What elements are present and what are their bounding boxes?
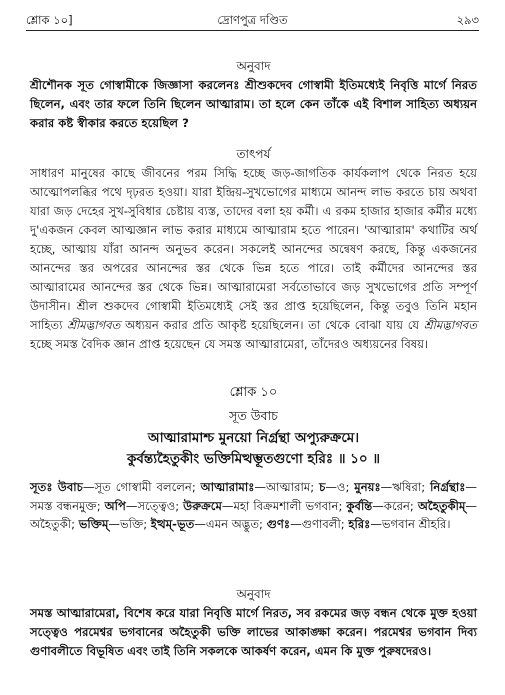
verse-line-2: কুর্বন্ত্যহৈতুকীং ভক্তিমিত্থম্ভূতগুণো হরিঃ ॥ ১০ ॥ xyxy=(126,451,381,467)
sanskrit-word: ভক্তিম্ xyxy=(78,517,109,531)
sanskrit-word: অহৈতুকীম্ xyxy=(417,498,466,513)
word-meanings xyxy=(30,478,477,534)
word-meaning: —সূত গোস্বামী বললেন; xyxy=(82,480,201,494)
sloka-heading: শ্লোক ১০ xyxy=(229,385,278,400)
speaker-line: সূত উবাচ xyxy=(229,408,278,423)
header-verse-ref: শ্লোক ১০] xyxy=(26,13,73,27)
purport-text-c: হচ্ছে সমস্ত বৈদিক জ্ঞান প্রাপ্ত হয়েছেন যে সমস্ত আত্মারামেরা, তাঁদেরও অধ্যয়নের বিষয়। xyxy=(30,337,429,351)
purport-text-a: সাধারণ মানুষের কাছে জীবনের পরম সিদ্ধি হচ্ছে জড়-জাগতিক কার্যকলাপ থেকে নিরত হয়ে আত্মোপলব্ধির পথে দৃঢ়রত হওয়া। যারা ইন্দ্রিয়-সুখভোগের মাধ্যমে আনন্দ লাভ করতে চায় অথবা যারা জড় দেহের সুখ-সুবিধার চেষ্টায় ব্যস্ত, তাদের বলা হয় কর্মী। এ রকম হাজার হাজার কর্মীর মধ্যে দু'একজন কেবল আত্মজ্ঞান লাভ করার মাধ্যমে আত্মারাম হতে পারেন। 'আত্মারাম' কথাটির অর্থ হচ্ছে, আত্মায় যাঁরা আনন্দ অনুভব করেন। সকলেই আনন্দের অন্বেষণ করছে, কিন্তু একজনের আনন্দের স্তর অপরের আনন্দের স্তর থেকে ভিন্ন হতে পারে। তাই কর্মীদের আনন্দের স্তর আত্মারামের আনন্দের স্তর থেকে ভিন্ন। আত্মারামেরা সর্বতোভাবে জড় সুখভোগের প্রতি সম্পূর্ণ উদাসীন। শ্রীল শুকদেব গোস্বামী ইতিমধ্যেই সেই স্তর প্রাপ্ত হয়েছিলেন, কিন্তু তবুও তিনি মহান সাহিত্য xyxy=(30,166,477,332)
sanskrit-word: হরিঃ xyxy=(348,517,371,531)
sanskrit-word: ইত্থম্-ভূত xyxy=(150,517,195,531)
purport-paragraph xyxy=(30,164,477,354)
translation-heading: অনুবাদ xyxy=(236,59,271,73)
purport-heading: তাৎপর্য xyxy=(236,147,271,161)
word-meaning: —ও; xyxy=(325,480,355,494)
sanskrit-word: আত্মারামাঃ xyxy=(200,480,255,494)
running-header xyxy=(26,12,479,28)
word-meaning: —সত্ত্বেও; xyxy=(125,498,184,513)
word-meaning: —ভগবান শ্রীহরি। xyxy=(370,517,451,531)
word-meaning: —ভক্তি; xyxy=(108,517,151,531)
sanskrit-word: সূতঃ উবাচ xyxy=(30,480,83,494)
sanskrit-word: নির্গ্রন্থাঃ xyxy=(430,480,466,494)
sanskrit-word: অপি xyxy=(104,498,126,513)
header-chapter-title: দ্রোণপুত্র দণ্ডিত xyxy=(217,13,288,27)
purport-text-b: অধ্যয়ন করার প্রতি আকৃষ্ট হয়েছিলেন। তা থেকে বোঝা যায় যে xyxy=(120,318,424,332)
header-rule xyxy=(26,30,479,31)
word-meaning: —আত্মারাম; xyxy=(254,480,320,494)
sanskrit-word: উরুক্রমে xyxy=(183,498,222,513)
verse-line-1: আত্মারামাশ্চ মুনয়ো নির্গ্রন্থা অপ্যুরুক্রমে। xyxy=(147,430,360,446)
translation2-text: সমস্ত আত্মারামেরা, বিশেষ করে যারা নিবৃত্তি মার্গে নিরত, সব রকমের জড় বন্ধন থেকে মুক্ত হওয়া সত্ত্বেও পরমেশ্বর ভগবানের অহৈতুকী ভক্তি লাভের আকাঙ্ক্ষা করেন। পরমেশ্বর ভগবান দিব্য গুণাবলীতে বিভূষিত এবং তাই তিনি সকলকে আকর্ষণ করেন, এমন কি মুক্ত পুরুষদেরও। xyxy=(30,606,477,658)
sanskrit-word: কুর্বন্তি xyxy=(346,498,373,513)
word-meaning: —ঋষিরা; xyxy=(380,480,431,494)
purport-book-title-2: শ্রীমদ্ভাগবত xyxy=(423,318,477,332)
word-meaning: —করেন; xyxy=(372,498,418,513)
word-meaning: —গুণাবলী; xyxy=(290,517,349,531)
sanskrit-word: গুণঃ xyxy=(266,517,291,531)
word-meaning: —এমন অদ্ভুত; xyxy=(194,517,267,531)
sanskrit-word: মুনয়ঃ xyxy=(354,480,381,494)
word-meaning: —অহৈতুকী; xyxy=(30,498,478,531)
page-number: ২৯৩ xyxy=(456,13,479,27)
sanskrit-verse xyxy=(30,428,477,470)
word-meaning: —মহা বিক্রমশালী ভগবান; xyxy=(221,498,347,513)
translation-text: শ্রীশৌনক সূত গোস্বামীকে জিজ্ঞাসা করলেনঃ শ্রীশুকদেব গোস্বামী ইতিমধ্যেই নিবৃত্তি মার্গে নিরত ছিলেন, এবং তার ফলে তিনি ছিলেন আত্মারাম। তা হলে কেন তাঁকে এই বিশাল সাহিত্য অধ্যয়ন করার কষ্ট স্বীকার করতে হয়েছিল ? xyxy=(30,78,477,130)
sanskrit-word: চ xyxy=(319,480,326,494)
translation2-heading: অনুবাদ xyxy=(236,587,271,601)
word-meaning: —সমস্ত বন্ধনমুক্ত; xyxy=(30,480,478,513)
purport-book-title: শ্রীমদ্ভাগবত xyxy=(67,318,121,332)
